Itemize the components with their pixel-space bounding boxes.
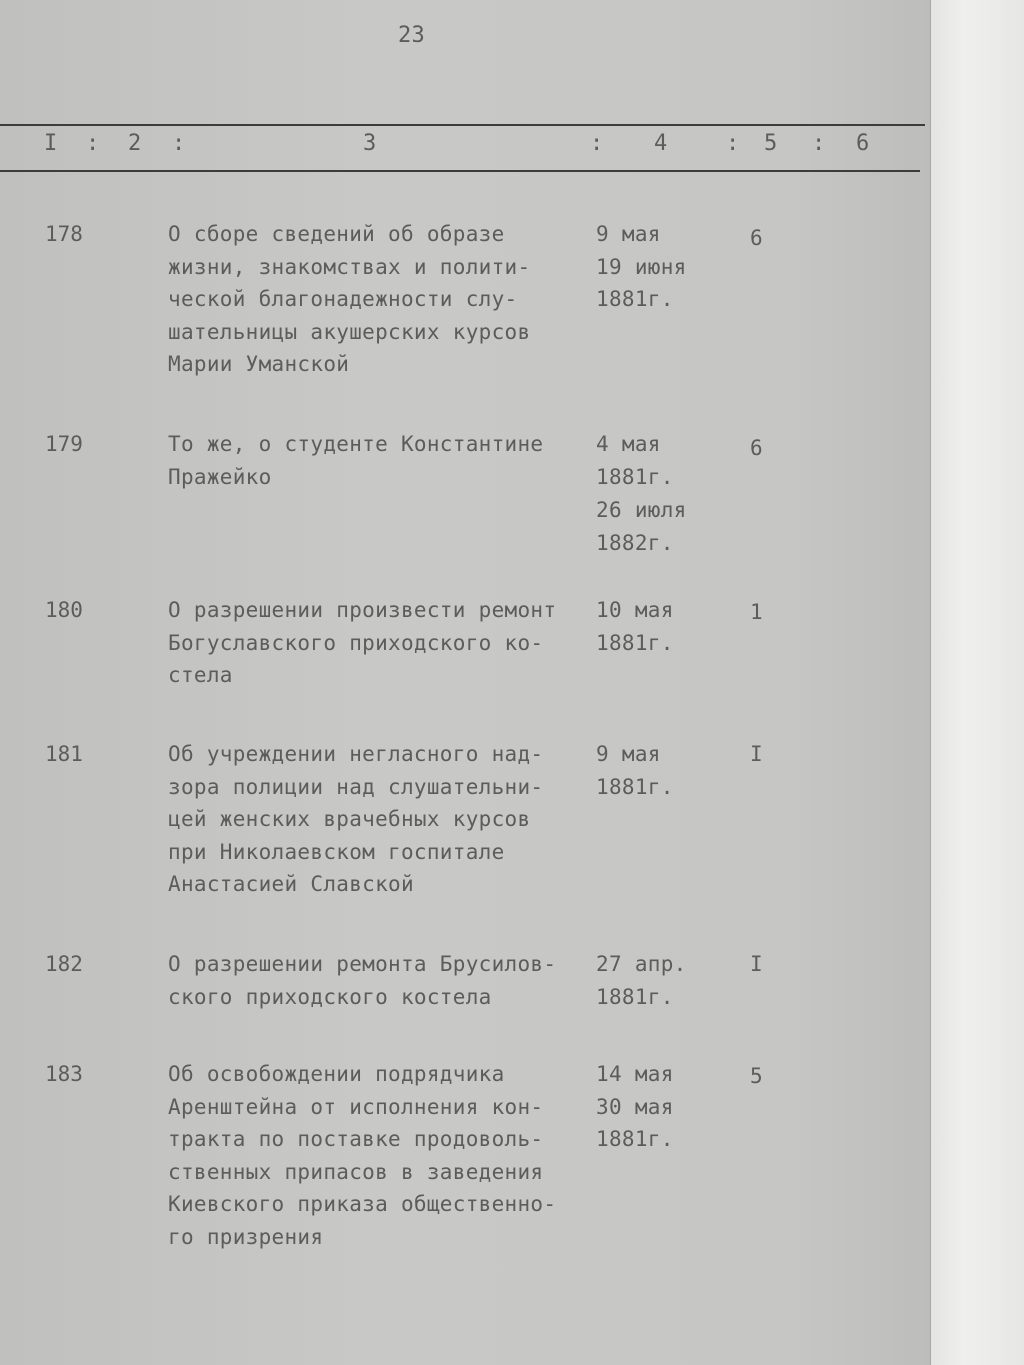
entry-description-line: Киевского приказа общественно- <box>168 1192 557 1216</box>
entry-date-line: 9 мая <box>596 222 661 246</box>
entry-description-line: Пражейко <box>168 464 272 489</box>
entry-number: 178 <box>45 222 83 246</box>
entry-description-line: стела <box>168 663 233 687</box>
entry-description-line: О разрешении ремонта Брусилов- <box>168 952 557 976</box>
header-separator: : <box>590 131 604 156</box>
header-rule-top <box>0 124 925 126</box>
entry-date-line: 1881г. <box>596 1127 674 1151</box>
entry-number: 180 <box>45 598 83 622</box>
entry-date-line: 27 апр. <box>596 952 687 976</box>
page-number: 23 <box>398 23 426 48</box>
entry-description-line: Анастасией Славской <box>168 872 414 896</box>
entry-date-line: 14 мая <box>596 1062 674 1086</box>
header-col-4: 4 <box>654 131 668 156</box>
entry-date-line: 1881г. <box>596 984 674 1009</box>
entry-sheet-count: I <box>750 742 763 766</box>
entry-number: 181 <box>45 742 83 766</box>
entry-sheet-count: 1 <box>750 600 763 624</box>
entry-date-line: 1881г. <box>596 287 674 311</box>
entry-date-line: 26 июля <box>596 498 687 522</box>
entry-description-line: Об учреждении негласного над- <box>168 742 544 766</box>
header-col-2: 2 <box>128 131 142 156</box>
entry-description-line: То же, о студенте Константине <box>168 432 544 456</box>
entry-description-line: го призрения <box>168 1224 324 1249</box>
entry-date-line: 1881г. <box>596 464 674 489</box>
entry-description-line: ственных припасов в заведения <box>168 1159 544 1184</box>
entry-description-line: ческой благонадежности слу- <box>168 287 518 311</box>
entry-date-line: 9 мая <box>596 742 661 766</box>
entry-number: 183 <box>45 1062 83 1086</box>
entry-date-line: 1881г. <box>596 774 674 799</box>
header-col-5: 5 <box>764 131 778 156</box>
entry-sheet-count: I <box>750 952 763 976</box>
entry-description-line: О сборе сведений об образе <box>168 222 505 246</box>
entry-description-line: Аренштейна от исполнения кон- <box>168 1094 544 1119</box>
entry-description-line: тракта по поставке продоволь- <box>168 1127 544 1151</box>
entry-number: 179 <box>45 432 83 456</box>
header-separator: : <box>172 131 186 156</box>
entry-description-line: при Николаевском госпитале <box>168 839 505 864</box>
entry-description-line: шательницы акушерских курсов <box>168 319 531 344</box>
header-col-3: 3 <box>363 131 377 156</box>
entry-description-line: О разрешении произвести ремонт <box>168 598 557 622</box>
entry-description-line: жизни, знакомствах и полити- <box>168 254 531 279</box>
header-rule-bottom <box>0 170 920 172</box>
page-edge <box>930 0 1024 1365</box>
entry-description-line: цей женских врачебных курсов <box>168 807 531 831</box>
entry-sheet-count: 5 <box>750 1064 763 1088</box>
header-separator: : <box>86 131 100 156</box>
entry-description-line: Об освобождении подрядчика <box>168 1062 505 1086</box>
entry-description-line: Марии Уманской <box>168 352 350 376</box>
header-col-6: 6 <box>856 131 870 156</box>
entry-date-line: 4 мая <box>596 432 661 456</box>
entry-description-line: ского приходского костела <box>168 984 492 1009</box>
entry-description-line: зора полиции над слушательни- <box>168 774 544 799</box>
header-separator: : <box>812 131 826 156</box>
entry-date-line: 19 июня <box>596 254 687 279</box>
header-col-1: I <box>44 131 58 156</box>
entry-description-line: Богуславского приходского ко- <box>168 630 544 655</box>
entry-date-line: 10 мая <box>596 598 674 622</box>
header-separator: : <box>726 131 740 156</box>
entry-date-line: 1881г. <box>596 630 674 655</box>
entry-date-line: 1882г. <box>596 530 674 555</box>
entry-sheet-count: 6 <box>750 436 763 460</box>
entry-sheet-count: 6 <box>750 226 763 250</box>
entry-number: 182 <box>45 952 83 976</box>
entry-date-line: 30 мая <box>596 1094 674 1119</box>
